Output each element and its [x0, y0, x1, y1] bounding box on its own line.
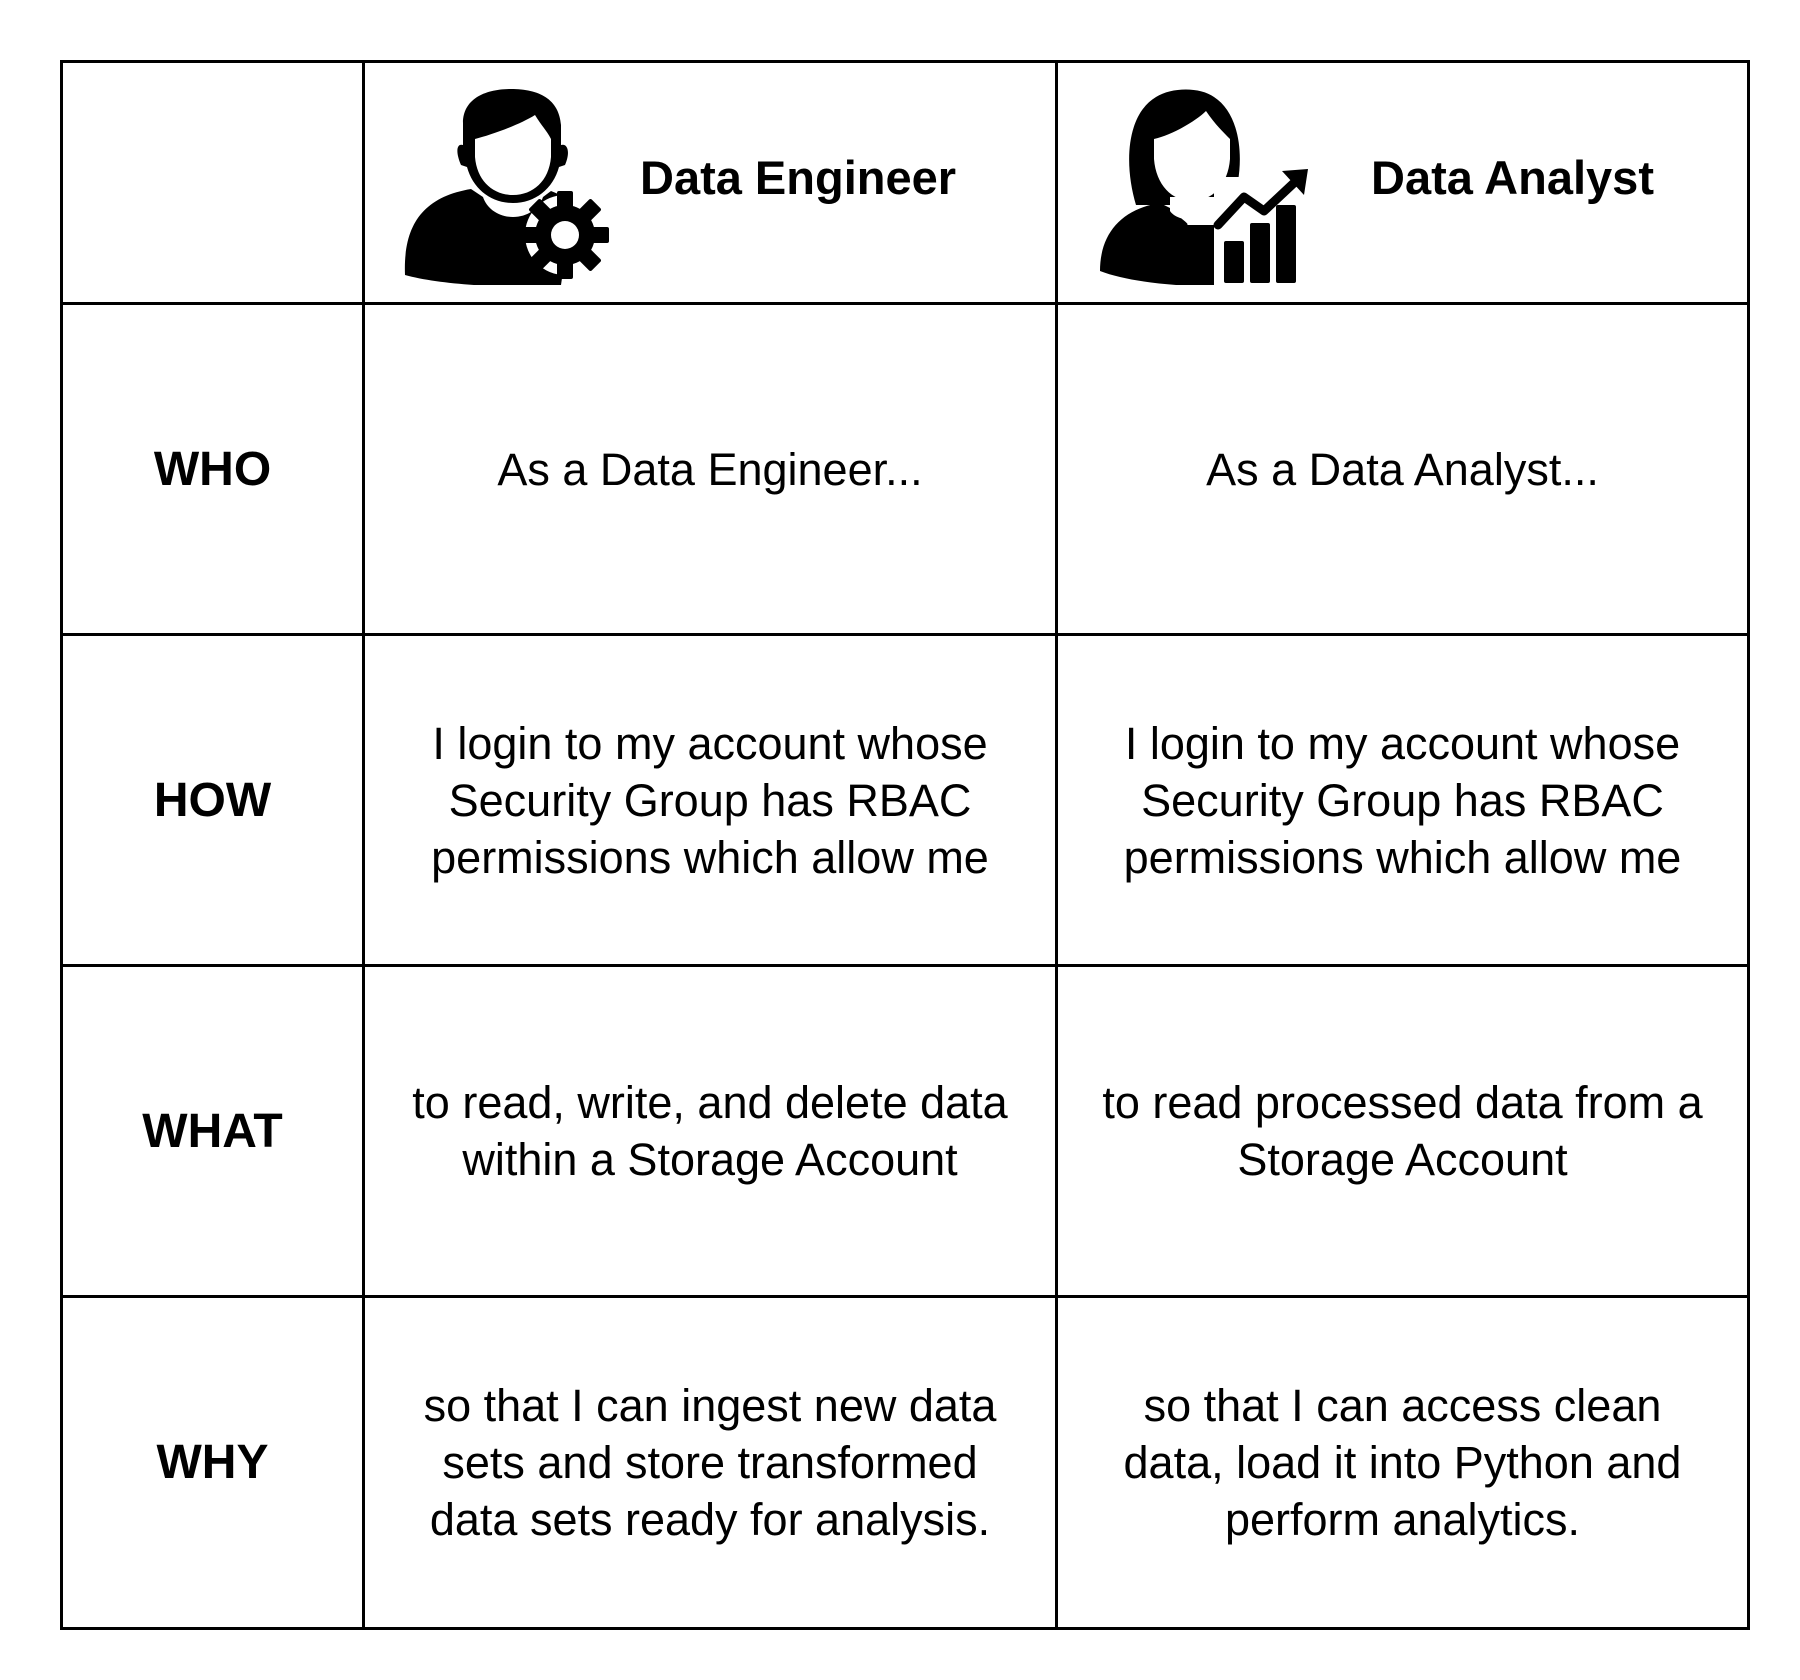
cell-why-engineer: so that I can ingest new data sets and store transformed data sets ready for analysis. [365, 1298, 1058, 1627]
user-gear-icon [401, 85, 621, 285]
header-data-engineer [365, 63, 1058, 305]
header-title-data-engineer: Data Engineer [640, 151, 957, 204]
user-stories-table [60, 60, 1750, 1630]
cell-what-engineer: to read, write, and delete data within a Storage Account [365, 967, 1058, 1298]
cell-who-analyst: As a Data Analyst... [1058, 305, 1747, 636]
row-label-how: HOW [63, 636, 365, 967]
row-label-what: WHAT [63, 967, 365, 1298]
row-label-why: WHY [63, 1298, 365, 1627]
cell-what-analyst: to read processed data from a Storage Account [1058, 967, 1747, 1298]
user-chart-icon [1096, 85, 1316, 285]
header-data-analyst [1058, 63, 1747, 305]
cell-who-engineer: As a Data Engineer... [365, 305, 1058, 636]
cell-why-analyst: so that I can access clean data, load it into Python and perform analytics. [1123, 1380, 1682, 1545]
row-label-who: WHO [63, 305, 365, 636]
cell-how-analyst: I login to my account whose Security Group has RBAC permissions which allow me [1058, 636, 1747, 967]
cell-how-engineer: I login to my account whose Security Group has RBAC permissions which allow me [365, 636, 1058, 967]
table-corner-cell [63, 63, 365, 305]
header-title-data-analyst: Data Analyst [1371, 151, 1654, 204]
